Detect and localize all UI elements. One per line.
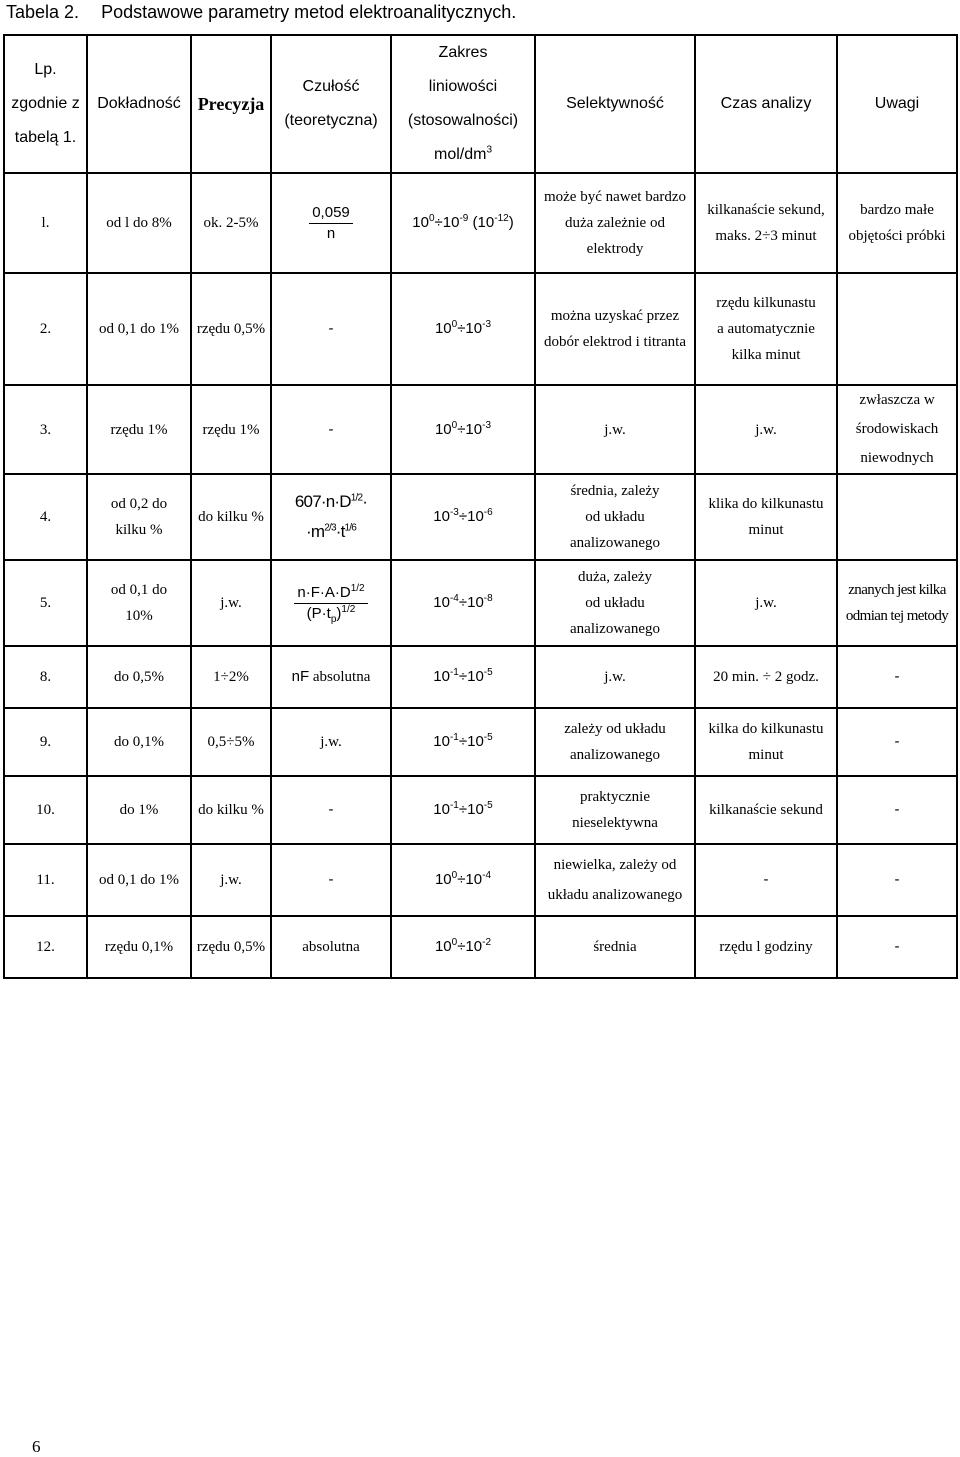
cell-dokladnosc: rzędu 0,1%	[87, 916, 191, 978]
cell-czas: kilkanaście sekund	[695, 776, 837, 844]
cell-lp: 3.	[4, 385, 87, 474]
table-row	[4, 844, 957, 916]
header-czas: Czas analizy	[695, 35, 837, 173]
cell-selektywnosc: może być nawet bardzo duża zależnie od elektrody	[535, 173, 695, 273]
cell-zakres: $10^0\div 10^{-3}$	[391, 273, 535, 385]
table-row	[4, 646, 957, 708]
czulosc-formula-denominator: $\cdot m^{2/3}\cdot t^{1/6}$	[305, 522, 357, 541]
cell-selektywnosc: zależy od układu analizowanego	[535, 708, 695, 776]
cell-dokladnosc: od l do 8%	[87, 173, 191, 273]
cell-selektywnosc: można uzyskać przez dobór elektrod i titranta	[535, 273, 695, 385]
cell-lp: 12.	[4, 916, 87, 978]
cell-uwagi	[837, 273, 957, 385]
cell-precyzja: 0,5÷5%	[191, 708, 271, 776]
cell-czulosc	[271, 474, 391, 560]
cell-precyzja: j.w.	[191, 560, 271, 646]
table-row	[4, 273, 957, 385]
cell-zakres: $10^{-1}\div 10^{-5}$	[391, 646, 535, 708]
cell-precyzja: ok. 2-5%	[191, 173, 271, 273]
cell-dokladnosc: rzędu 1%	[87, 385, 191, 474]
cell-czas: -	[695, 844, 837, 916]
cell-lp: 9.	[4, 708, 87, 776]
cell-precyzja: do kilku %	[191, 474, 271, 560]
cell-czas: j.w.	[695, 385, 837, 474]
cell-uwagi	[837, 474, 957, 560]
header-precyzja: Precyzja	[191, 35, 271, 173]
cell-precyzja: rzędu 0,5%	[191, 916, 271, 978]
cell-dokladnosc: do 1%	[87, 776, 191, 844]
cell-czas: klika do kilkunastu minut	[695, 474, 837, 560]
cell-zakres: $10^0\div 10^{-4}$	[391, 844, 535, 916]
header-zakres: Zakres liniowości (stosowalności) mol/$dm^3$	[391, 35, 535, 173]
czulosc-fraction: $\frac{0,059}{n}$	[309, 203, 353, 244]
cell-selektywnosc: duża, zależy od układu analizowanego	[535, 560, 695, 646]
cell-zakres: $10^{-1}\div 10^{-5}$	[391, 776, 535, 844]
cell-precyzja: 1÷2%	[191, 646, 271, 708]
cell-uwagi: -	[837, 646, 957, 708]
header-dokladnosc: Dokładność	[87, 35, 191, 173]
cell-lp: 4.	[4, 474, 87, 560]
cell-czulosc: -	[271, 776, 391, 844]
czulosc-formula-numerator: $607\cdot n\cdot D^{1/2}\cdot$	[294, 492, 368, 511]
table-row	[4, 173, 957, 273]
cell-lp: 2.	[4, 273, 87, 385]
cell-zakres: $10^0\div 10^{-9}$ $(10^{-12})$	[391, 173, 535, 273]
header-uwagi: Uwagi	[837, 35, 957, 173]
cell-zakres: $10^{-1}\div 10^{-5}$	[391, 708, 535, 776]
table-caption	[6, 2, 516, 23]
parameters-table	[3, 34, 958, 979]
cell-selektywnosc: j.w.	[535, 385, 695, 474]
cell-precyzja: rzędu 0,5%	[191, 273, 271, 385]
cell-uwagi: zwłaszcza w środowiskach niewodnych	[837, 385, 957, 474]
cell-lp: 11.	[4, 844, 87, 916]
cell-czulosc: absolutna	[271, 916, 391, 978]
cell-czas: j.w.	[695, 560, 837, 646]
table-row	[4, 776, 957, 844]
cell-selektywnosc: j.w.	[535, 646, 695, 708]
cell-zakres: $10^{-3}\div 10^{-6}$	[391, 474, 535, 560]
cell-dokladnosc: od 0,1 do 10%	[87, 560, 191, 646]
cell-selektywnosc: praktycznie nieselektywna	[535, 776, 695, 844]
cell-dokladnosc: od 0,1 do 1%	[87, 273, 191, 385]
cell-czas: kilka do kilkunastu minut	[695, 708, 837, 776]
cell-uwagi: -	[837, 844, 957, 916]
cell-lp: 10.	[4, 776, 87, 844]
cell-lp: 5.	[4, 560, 87, 646]
header-lp: Lp. zgodnie z tabelą 1.	[4, 35, 87, 173]
cell-zakres: $10^0\div 10^{-3}$	[391, 385, 535, 474]
cell-czulosc: -	[271, 844, 391, 916]
cell-uwagi: -	[837, 916, 957, 978]
cell-dokladnosc: do 0,1%	[87, 708, 191, 776]
header-selektywnosc: Selektywność	[535, 35, 695, 173]
cell-dokladnosc: od 0,2 do kilku %	[87, 474, 191, 560]
cell-zakres: $10^0\div 10^{-2}$	[391, 916, 535, 978]
cell-czulosc	[271, 173, 391, 273]
cell-czas: kilkanaście sekund, maks. 2÷3 minut	[695, 173, 837, 273]
cell-uwagi: znanych jest kilka odmian tej metody	[837, 560, 957, 646]
cell-dokladnosc: do 0,5%	[87, 646, 191, 708]
caption-label: Tabela 2.	[6, 2, 80, 22]
cell-czulosc: -	[271, 273, 391, 385]
header-czulosc: Czułość (teoretyczna)	[271, 35, 391, 173]
cell-czulosc: -	[271, 385, 391, 474]
header-row	[4, 35, 957, 173]
cell-uwagi: -	[837, 708, 957, 776]
cell-selektywnosc: średnia	[535, 916, 695, 978]
table-row	[4, 385, 957, 474]
czulosc-fraction: $\frac{n\cdot F\cdot A\cdot D^{1/2}}{(P\cdot t_p)^{1/2}}$	[294, 583, 367, 624]
page-number: 6	[32, 1437, 41, 1456]
cell-selektywnosc: średnia, zależy od układu analizowanego	[535, 474, 695, 560]
table-row	[4, 560, 957, 646]
cell-uwagi: -	[837, 776, 957, 844]
cell-zakres: $10^{-4}\div 10^{-8}$	[391, 560, 535, 646]
table-row	[4, 916, 957, 978]
cell-lp: l.	[4, 173, 87, 273]
cell-czas: rzędu kilkunastu a automatycznie kilka minut	[695, 273, 837, 385]
cell-selektywnosc: niewielka, zależy od układu analizowanego	[535, 844, 695, 916]
cell-czulosc	[271, 560, 391, 646]
cell-precyzja: do kilku %	[191, 776, 271, 844]
cell-dokladnosc: od 0,1 do 1%	[87, 844, 191, 916]
table-row	[4, 474, 957, 560]
cell-precyzja: j.w.	[191, 844, 271, 916]
cell-uwagi: bardzo małe objętości próbki	[837, 173, 957, 273]
caption-title: Podstawowe parametry metod elektroanalitycznych.	[101, 2, 517, 22]
cell-czulosc: nF absolutna	[271, 646, 391, 708]
cell-lp: 8.	[4, 646, 87, 708]
cell-czulosc: j.w.	[271, 708, 391, 776]
cell-precyzja: rzędu 1%	[191, 385, 271, 474]
cell-czas: rzędu l godziny	[695, 916, 837, 978]
table-row	[4, 708, 957, 776]
cell-czas: 20 min. ÷ 2 godz.	[695, 646, 837, 708]
